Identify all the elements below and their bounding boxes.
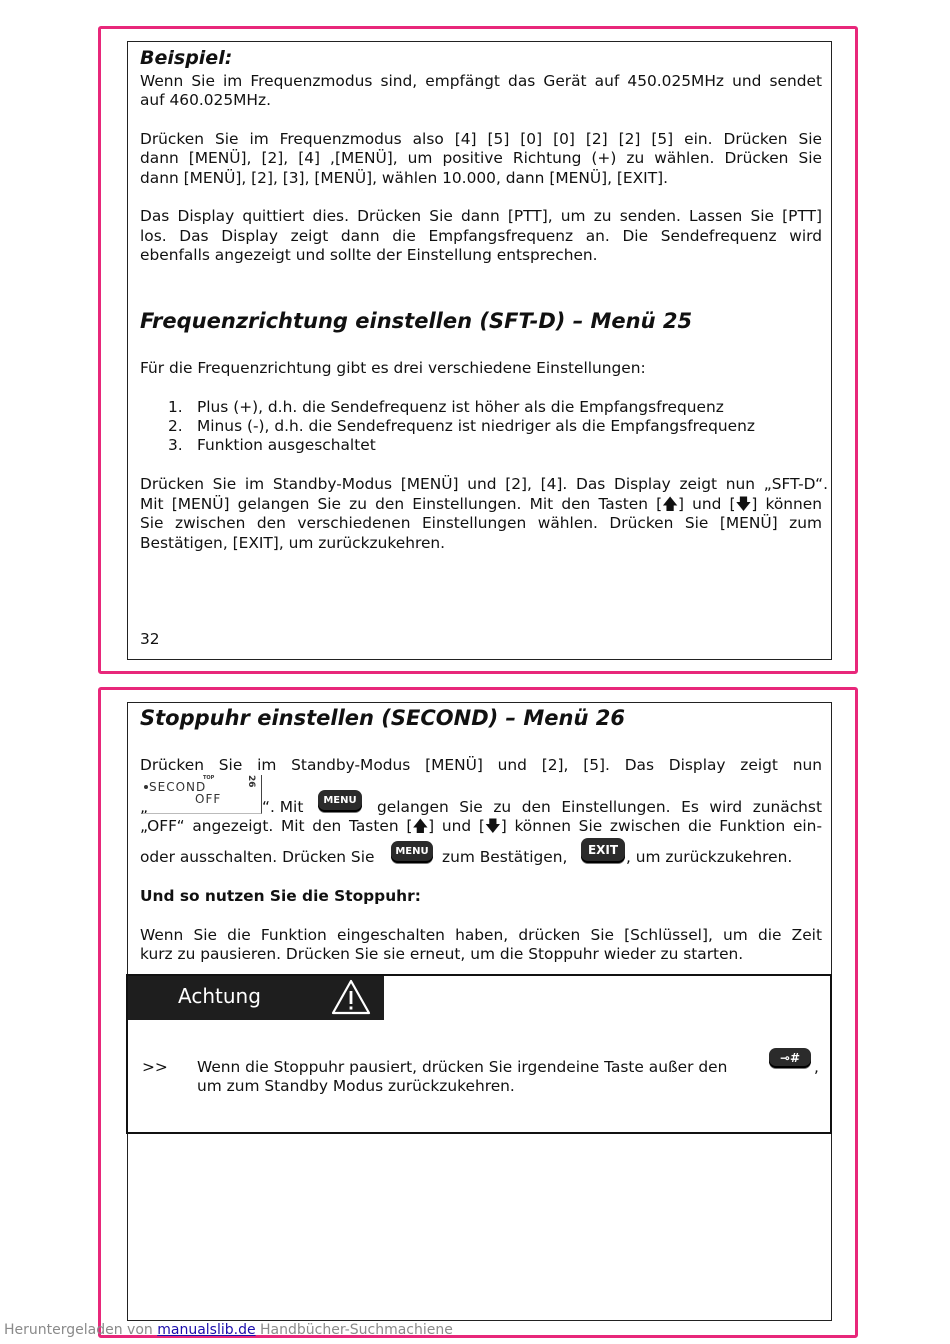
lcd-display-image (143, 775, 262, 814)
list-number: 3. (168, 436, 183, 454)
warning-header (128, 976, 384, 1020)
lcd-menu-number: 26 (246, 775, 256, 788)
warning-comma: , (814, 1058, 819, 1076)
second-steps-line-1: Drücken Sie im Standby-Modus [MENÜ] und [2], [5]. Das Display zeigt nun (140, 756, 822, 774)
stopwatch-sub-heading: Und so nutzen Sie die Stoppuhr: (140, 887, 421, 905)
list-number: 1. (168, 398, 183, 416)
list-item (168, 417, 755, 435)
lcd-dot (144, 785, 148, 789)
section-heading-second: Stoppuhr einstellen (SECOND) – Menü 26 (140, 706, 625, 730)
section-heading-sft-d: Frequenzrichtung einstellen (SFT-D) – Menü 25 (140, 309, 693, 333)
list-text: Funktion ausgeschaltet (197, 436, 376, 454)
second-steps-line-4-end: , um zurückzukehren. (626, 848, 793, 866)
stopwatch-usage-line-2: kurz zu pausieren. Drücken Sie sie erneut, um die Stoppuhr wieder zu starten. (140, 945, 744, 963)
lcd-value-text: OFF (195, 792, 222, 806)
example-paragraph-line-1: Wenn Sie im Frequenzmodus sind, empfängt das Gerät auf 450.025MHz und sendet (140, 72, 822, 90)
key-lock-icon: ⊸# (769, 1048, 811, 1068)
stopwatch-usage-line-1: Wenn Sie die Funktion eingeschalten haben, drücken Sie [Schlüssel], um die Zeit (140, 926, 822, 944)
footer-suffix: Handbücher-Suchmachiene (255, 1322, 453, 1338)
list-text: Plus (+), d.h. die Sendefrequenz ist höher als die Empfangsfrequenz (197, 398, 724, 416)
footer-prefix: Heruntergeladen von (4, 1322, 158, 1338)
warning-text-line-1: Wenn die Stoppuhr pausiert, drücken Sie irgendeine Taste außer den (197, 1058, 728, 1076)
display-line-1: Das Display quittiert dies. Drücken Sie dann [PTT], um zu senden. Lassen Sie [PTT] (140, 207, 822, 225)
example-heading: Beispiel: (140, 47, 233, 69)
exit-key-icon: EXIT (581, 838, 625, 863)
sft-d-steps-line-1: Drücken Sie im Standby-Modus [MENÜ] und [2], [4]. Das Display zeigt nun „SFT-D“. (140, 475, 828, 493)
sft-d-intro: Für die Frequenzrichtung gibt es drei verschiedene Einstellungen: (140, 359, 646, 377)
lcd-small-label: TOP (203, 775, 215, 781)
warning-title: Achtung (178, 984, 261, 1008)
page-number: 32 (140, 630, 160, 648)
warning-marker: >> (142, 1058, 168, 1076)
menu-key-icon: MENU (391, 841, 433, 863)
list-item (168, 436, 376, 454)
second-steps-line-2-mid: “. Mit (262, 798, 304, 816)
list-number: 2. (168, 417, 183, 435)
second-steps-line-3: „OFF“ angezeigt. Mit den Tasten [🡅] und [🡇] können Sie zwischen die Funktion ein- (140, 817, 822, 835)
instruction-line-1: Drücken Sie im Frequenzmodus also [4] [5] [0] [0] [2] [2] [5] ein. Drücken Sie (140, 130, 822, 148)
display-line-3: ebenfalls angezeigt und sollte der Einstellung entsprechen. (140, 246, 598, 264)
sft-d-steps-line-4: Bestätigen, [EXIT], um zurückzukehren. (140, 534, 446, 552)
menu-key-icon: MENU (318, 790, 362, 812)
list-item (168, 398, 724, 416)
warning-text-line-2: um zum Standby Modus zurückzukehren. (197, 1077, 515, 1095)
lcd-main-text: SECOND (149, 780, 207, 794)
footer-link[interactable]: manualslib.de (157, 1322, 256, 1338)
download-footer (4, 1322, 453, 1338)
display-line-2: los. Das Display zeigt dann die Empfangsfrequenz an. Die Sendefrequenz wird (140, 227, 822, 245)
example-paragraph-line-2: auf 460.025MHz. (140, 91, 271, 109)
warning-triangle-icon (331, 978, 371, 1016)
lcd-open-quote: „ (140, 798, 148, 816)
sft-d-steps-line-3: Sie zwischen den verschiedenen Einstellungen wählen. Drücken Sie [MENÜ] zum (140, 514, 822, 532)
list-text: Minus (-), d.h. die Sendefrequenz ist niedriger als die Empfangsfrequenz (197, 417, 755, 435)
sft-d-steps-line-2: Mit [MENÜ] gelangen Sie zu den Einstellungen. Mit den Tasten [🡅] und [🡇] können (140, 495, 822, 513)
second-steps-line-4-start: oder ausschalten. Drücken Sie (140, 848, 375, 866)
second-steps-line-4-mid: zum Bestätigen, (442, 848, 568, 866)
instruction-line-2: dann [MENÜ], [2], [4] ,[MENÜ], um positive Richtung (+) zu wählen. Drücken Sie (140, 149, 822, 167)
second-steps-line-2-end: gelangen Sie zu den Einstellungen. Es wird zunächst (377, 798, 822, 816)
instruction-line-3: dann [MENÜ], [2], [3], [MENÜ], wählen 10.000, dann [MENÜ], [EXIT]. (140, 169, 669, 187)
